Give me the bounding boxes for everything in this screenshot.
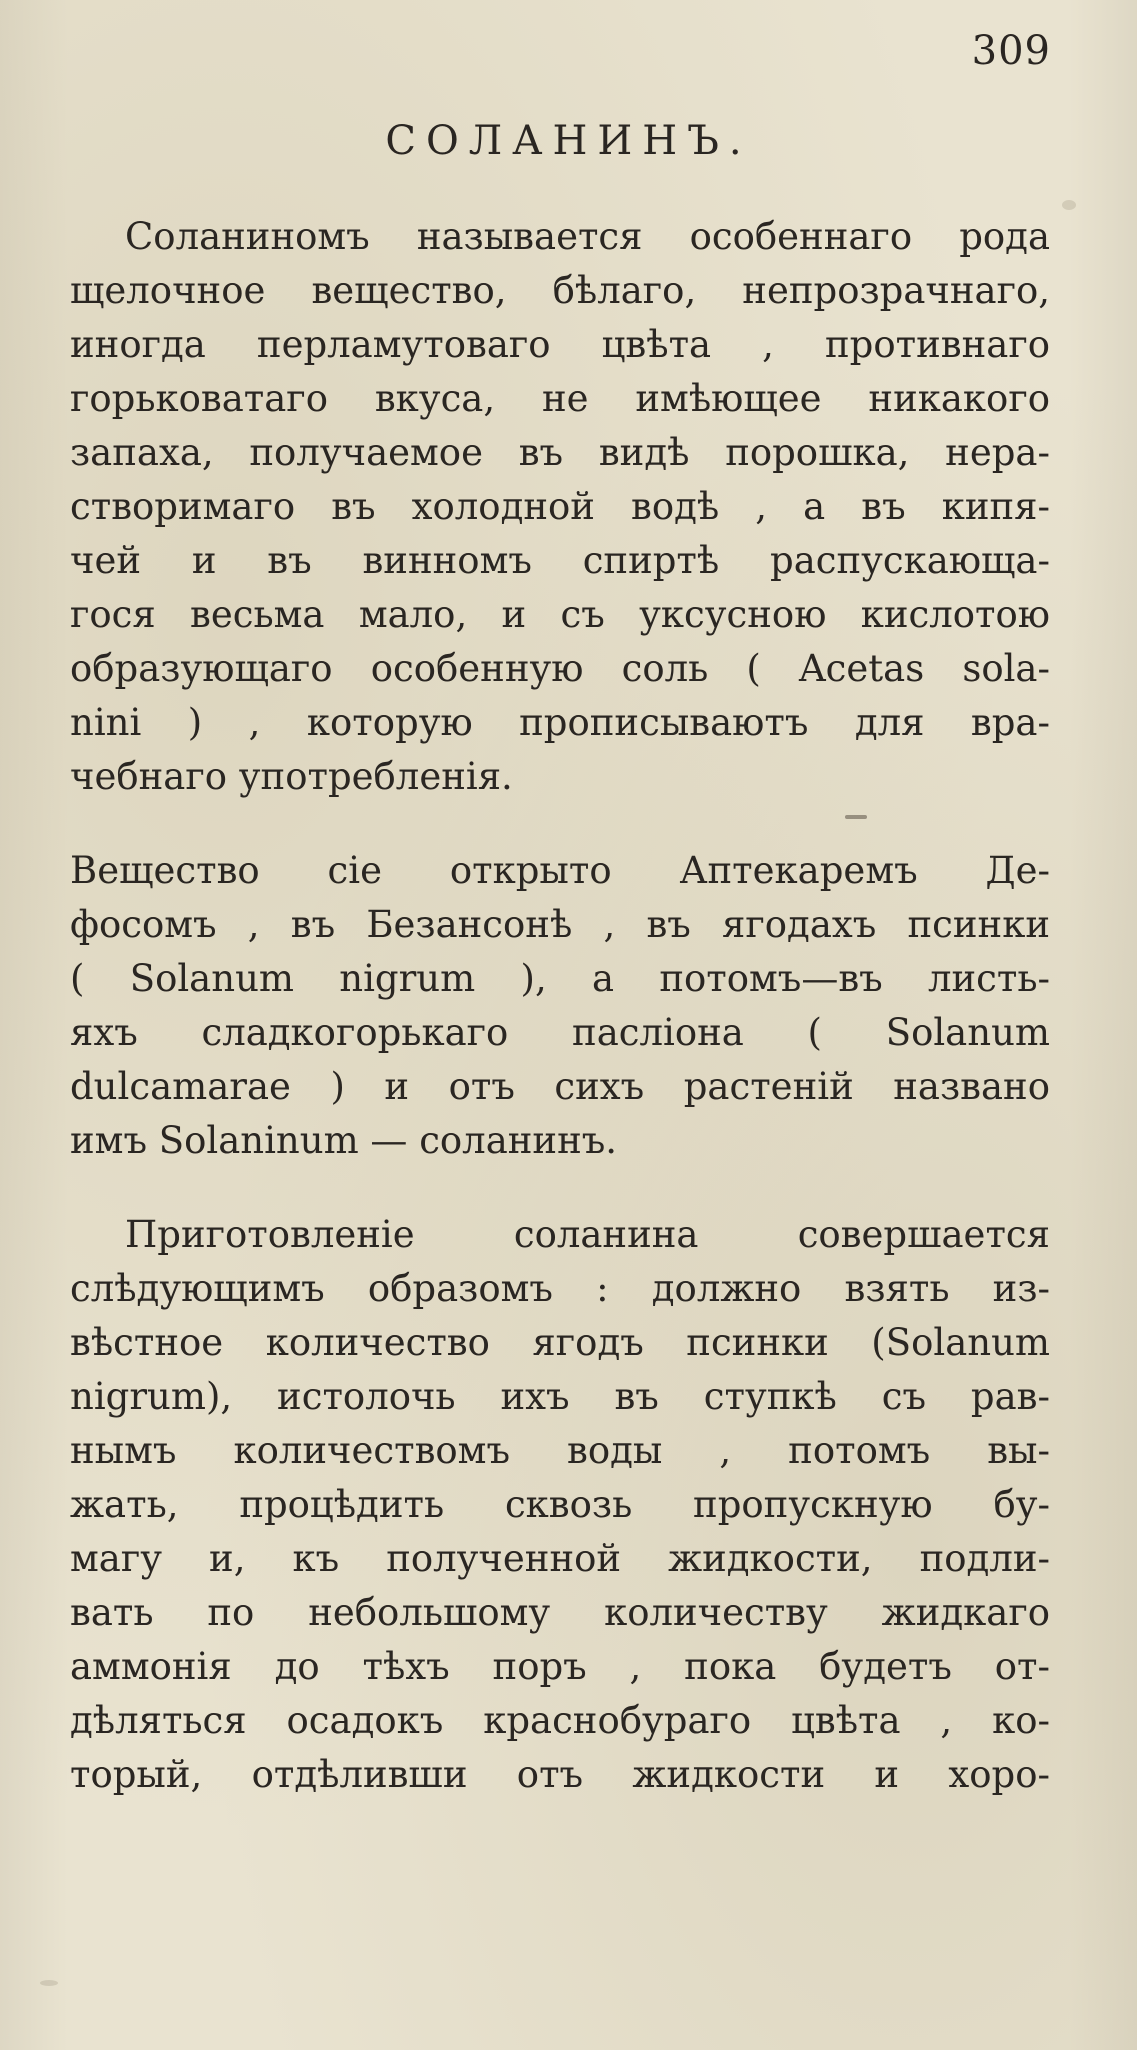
text-line: dulcamarae ) и отъ сихъ растеній названо <box>70 1065 1050 1108</box>
text-line: Вещество сіе открыто Аптекаремъ Де- <box>70 849 1050 892</box>
text-line: nigrum), истолочь ихъ въ ступкѣ съ рав- <box>70 1375 1050 1418</box>
text-line: Приготовленіе соланина совершается <box>125 1213 1050 1256</box>
body-text <box>70 210 1050 1820</box>
text-line: горьковатаго вкуса, не имѣющее никакого <box>70 377 1050 420</box>
text-line: nini ) , которую прописываютъ для вра- <box>70 701 1050 744</box>
text-line: жать, процѣдить сквозь пропускную бу- <box>70 1483 1050 1526</box>
text-line: иногда перламутоваго цвѣта , противнаго <box>70 323 1050 366</box>
text-line: чей и въ винномъ спиртѣ распускающа- <box>70 539 1050 582</box>
chapter-title: СОЛАНИНЪ. <box>385 118 752 164</box>
paper-stain <box>1062 200 1076 210</box>
text-line: торый, отдѣливши отъ жидкости и хоро- <box>70 1753 1050 1796</box>
text-line: аммонія до тѣхъ поръ , пока будетъ от- <box>70 1645 1050 1688</box>
text-line: образующаго особенную соль ( Acetas sola- <box>70 647 1050 690</box>
text-line: щелочное вещество, бѣлаго, непрозрачнаго, <box>70 269 1050 312</box>
paper-stain <box>40 1980 58 1986</box>
text-line: чебнаго употребленія. <box>70 755 513 798</box>
text-line: дѣляться осадокъ краснобураго цвѣта , ко- <box>70 1699 1050 1742</box>
text-line: магу и, къ полученной жидкости, подли- <box>70 1537 1050 1580</box>
text-line: створимаго въ холодной водѣ , а въ кипя- <box>70 485 1050 528</box>
text-line: ( Solanum nigrum ), а потомъ—въ листь- <box>70 957 1050 1000</box>
text-line: запаха, получаемое въ видѣ порошка, нера- <box>70 431 1050 474</box>
paragraph-1 <box>70 210 1050 804</box>
text-line: фосомъ , въ Безансонѣ , въ ягодахъ псинки <box>70 903 1050 946</box>
text-line: яхъ сладкогорькаго пасліона ( Solanum <box>70 1011 1050 1054</box>
text-line: имъ Solaninum — соланинъ. <box>70 1119 618 1162</box>
paragraph-2 <box>70 844 1050 1168</box>
text-line: нымъ количествомъ воды , потомъ вы- <box>70 1429 1050 1472</box>
text-line: слѣдующимъ образомъ : должно взять из- <box>70 1267 1050 1310</box>
paper-stain <box>845 815 867 819</box>
text-line: вать по небольшому количеству жидкаго <box>70 1591 1050 1634</box>
text-line: гося весьма мало, и съ уксусною кислотою <box>70 593 1050 636</box>
text-line: вѣстное количество ягодъ псинки (Solanum <box>70 1321 1050 1364</box>
page-number: 309 <box>971 28 1051 74</box>
paragraph-3 <box>70 1208 1050 1802</box>
text-line: Соланиномъ называется особеннаго рода <box>125 215 1050 258</box>
